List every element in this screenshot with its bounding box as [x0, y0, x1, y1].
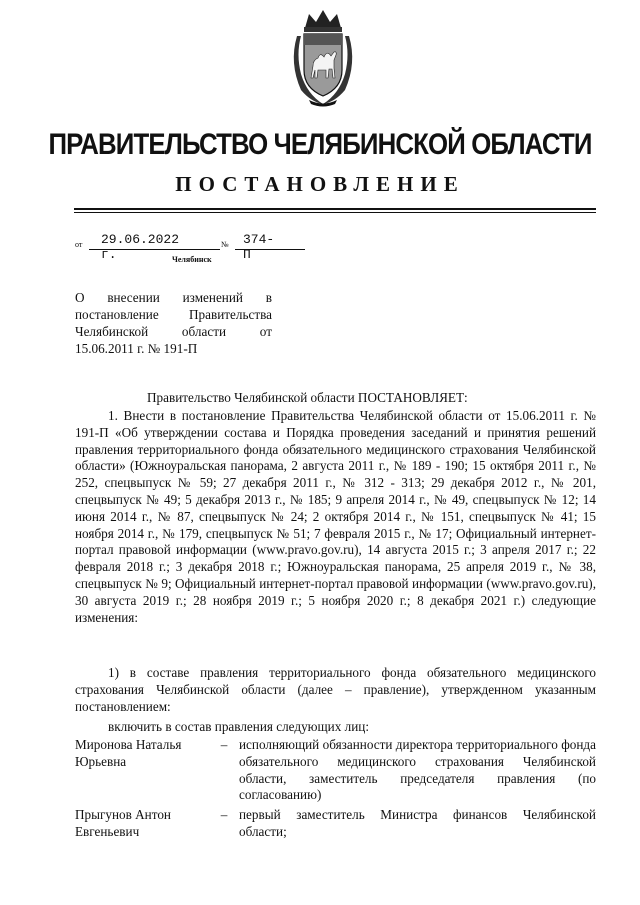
member-role: первый заместитель Министра финансов Челябинской области; [239, 807, 596, 839]
document-type: ПОСТАНОВЛЕНИЕ [175, 172, 465, 196]
document-number: 374-П [243, 232, 275, 262]
date-underline [89, 249, 220, 250]
paragraph-2: 1) в составе правления территориального фонда обязательного медицинского страхования Челябинской области (далее – правление), утвержденном указанным постановлением: [75, 665, 596, 714]
member-name: Миронова Наталья Юрьевна [75, 737, 182, 769]
header-rule-thin [74, 212, 596, 213]
member-role: исполняющий обязанности директора территориального фонда обязательного медицинского страхования Челябинской области, заместитель председателя правления (по согласованию) [239, 737, 596, 803]
paragraph-3: включить в состав правления следующих лиц: [108, 719, 369, 734]
paragraph-1: 1. Внести в постановление Правительства Челябинской области от 15.06.2011 г. № 191-П «Об утверждении состава и Порядка проведения заседаний и принятия решений правления территориального фонда обязательного медицинского страхования Челябинской области» (Южноуральская панорама, 2 августа 2011 г., № 189 - 190; 15 октября 2011 г., № 252, спецвыпуск № 59; 27 декабря 2011 г., № 312 - 313; 29 декабря 2012 г., № 201, спецвыпуск № 49; 5 декабря 2013 г., № 185; 9 апреля 2014 г., № 49, спецвыпуск № 12; 14 июня 2014 г., № 87, спецвыпуск № 24; 2 октября 2014 г., № 151, спецвыпуск № 41; 15 ноября 2014 г., № 179, спецвыпуск № 51; 7 февраля 2015 г., № 17; Официальный интернет-портал правовой информации (www.pravo.gov.ru), 14 августа 2015 г.; 3 апреля 2017 г.; 22 февраля 2018 г.; 3 декабря 2018 г.; Южноуральская панорама, 25 апреля 2019 г., № 38, спецвыпуск № 9; Официальный интернет-портал правовой информации (www.pravo.gov.ru), 30 августа 2019 г.; 28 ноября 2019 г.; 5 ноября 2020 г.; 8 декабря 2021 г.) следующие изменения: [75, 408, 596, 625]
government-name: ПРАВИТЕЛЬСТВО ЧЕЛЯБИНСКОЙ ОБЛАСТИ [48, 128, 592, 161]
number-underline [235, 249, 305, 250]
city-name: Челябинск [172, 255, 212, 264]
header-rule-thick [74, 208, 596, 210]
resolution-heading: Правительство Челябинской области ПОСТАНОВЛЯЕТ: [147, 390, 468, 405]
member-dash: – [220, 807, 228, 822]
number-label: № [221, 240, 229, 249]
member-name: Прыгунов Антон Евгеньевич [75, 807, 171, 839]
document-date: 29.06.2022 г. [101, 232, 180, 262]
from-label: от [75, 240, 83, 249]
document-subject: О внесении изменений в постановление Правительства Челябинской области от 15.06.2011 г. № 191-П [75, 290, 272, 356]
coat-of-arms-emblem [287, 8, 359, 108]
member-dash: – [220, 737, 228, 752]
